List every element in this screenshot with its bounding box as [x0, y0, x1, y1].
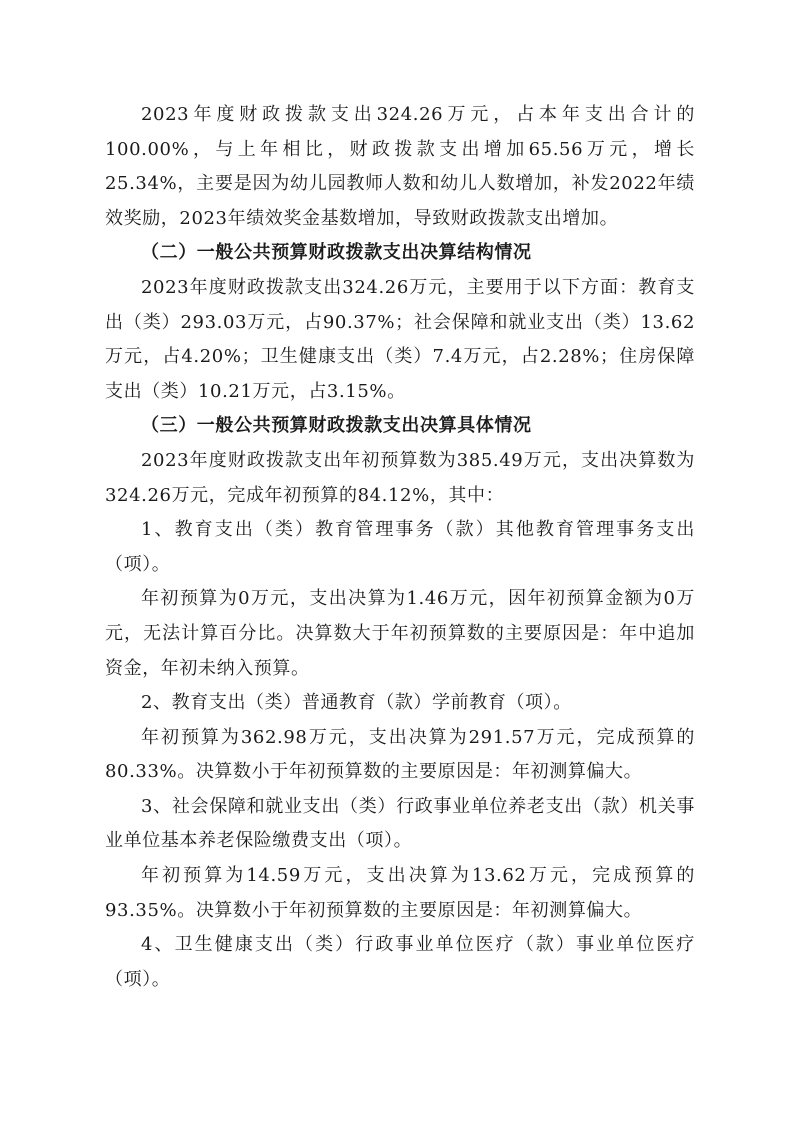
- item-2-body: 年初预算为362.98万元，支出决算为291.57万元，完成预算的80.33%。决算数小于年初预算数的主要原因是：年初测算偏大。: [105, 726, 695, 783]
- item-3-title: 3、社会保障和就业支出（类）行政事业单位养老支出（款）机关事业单位基本养老保险缴费支出（项）。: [105, 795, 695, 852]
- paragraph-expenditure-structure: 2023年度财政拨款支出324.26万元，主要用于以下方面：教育支出（类）293.03万元，占90.37%；社会保障和就业支出（类）13.62万元，占4.20%；卫生健康支出（类）7.4万元，占2.28%；住房保障支出（类）10.21万元，占3.15%。: [105, 276, 695, 402]
- paragraph-budget-completion: 2023年度财政拨款支出年初预算数为385.49万元，支出决算数为324.26万元，完成年初预算的84.12%，其中：: [105, 449, 695, 506]
- section-heading-details: （三）一般公共预算财政拨款支出决算具体情况: [141, 415, 532, 437]
- item-1-title: 1、教育支出（类）教育管理事务（款）其他教育管理事务支出（项）。: [105, 519, 695, 575]
- item-4-title: 4、卫生健康支出（类）行政事业单位医疗（款）事业单位医疗（项）。: [105, 934, 695, 990]
- document-page: [105, 98, 695, 997]
- item-2-title: 2、教育支出（类）普通教育（款）学前教育（项）。: [141, 692, 572, 714]
- item-3-body: 年初预算为14.59万元，支出决算为13.62万元，完成预算的93.35%。决算数小于年初预算数的主要原因是：年初测算偏大。: [105, 865, 695, 921]
- paragraph-expenditure-overview: 2023年度财政拨款支出324.26万元，占本年支出合计的100.00%，与上年相比，财政拨款支出增加65.56万元，增长25.34%，主要是因为幼儿园教师人数和幼儿人数增加，补发2022年绩效奖励，2023年绩效奖金基数增加，导致财政拨款支出增加。: [105, 104, 695, 229]
- item-1-body: 年初预算为0万元，支出决算为1.46万元，因年初预算金额为0万元，无法计算百分比。决算数大于年初预算数的主要原因是：年中追加资金，年初未纳入预算。: [105, 588, 695, 679]
- section-heading-structure: （二）一般公共预算财政拨款支出决算结构情况: [141, 242, 532, 264]
